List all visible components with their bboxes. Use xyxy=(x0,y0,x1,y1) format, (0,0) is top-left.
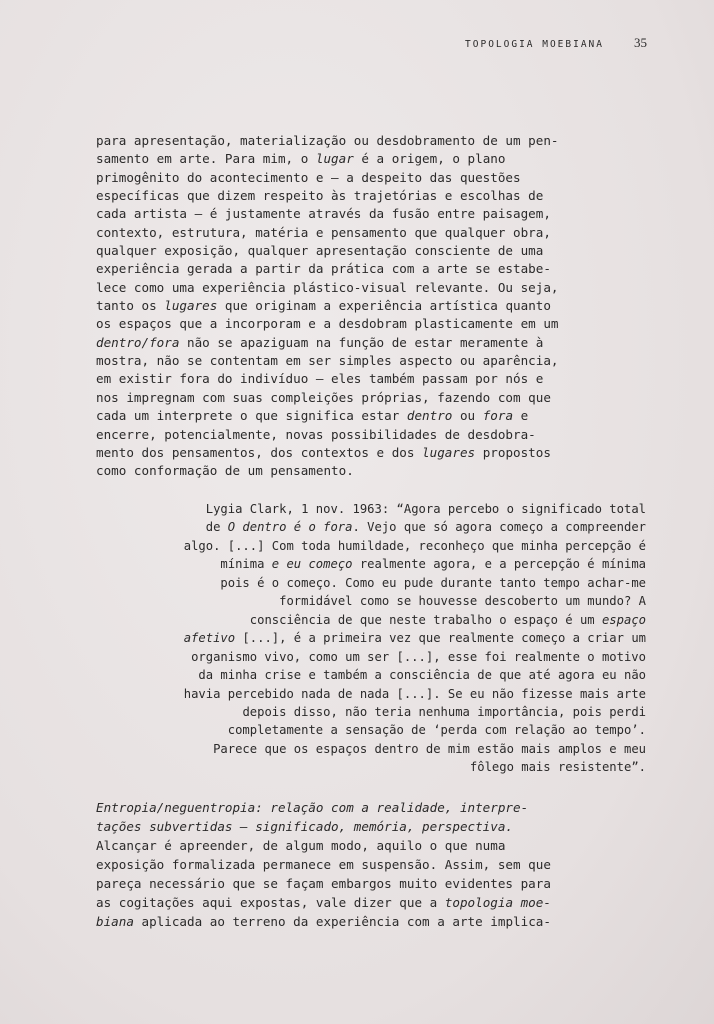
text-line xyxy=(96,279,566,297)
italic-text: Entropia/neguentropia: relação com a realidade, interpre- xyxy=(96,800,529,815)
text-segment: samento em arte. Para mim, o xyxy=(96,151,316,167)
text-line xyxy=(96,150,566,168)
italic-text: tações subvertidas – significado, memória, perspectiva. xyxy=(96,819,514,834)
text-line xyxy=(175,537,646,555)
text-segment: realmente agora, e a percepção é mínima xyxy=(352,557,646,572)
text-line xyxy=(175,500,646,518)
text-line xyxy=(175,592,646,610)
text-line xyxy=(96,242,566,260)
text-line xyxy=(175,518,646,536)
text-segment: depois disso, não teria nenhuma importância, pois perdi xyxy=(242,704,646,719)
text-segment: [...], é a primeira vez que realmente começo a criar um xyxy=(235,631,646,646)
text-line xyxy=(175,555,646,573)
italic-text: topologia moe- xyxy=(444,895,551,910)
text-segment: específicas que dizem respeito às trajetórias e escolhas de xyxy=(96,188,544,204)
text-segment: exposição formalizada permanece em suspensão. Assim, sem que xyxy=(96,857,551,872)
text-line xyxy=(175,685,646,703)
text-segment: é a origem, o plano xyxy=(353,151,506,167)
text-line xyxy=(175,740,646,758)
text-segment: para apresentação, materialização ou desdobramento de um pen- xyxy=(96,133,559,148)
text-line xyxy=(175,666,646,684)
text-segment: tanto os xyxy=(96,298,165,314)
running-title: TOPOLOGIA MOEBIANA xyxy=(465,39,604,50)
text-segment: mostra, não se contentam em ser simples aspecto ou aparência, xyxy=(96,353,559,369)
italic-text: espaço xyxy=(601,612,646,627)
text-line xyxy=(175,648,646,666)
text-segment: . Vejo que só agora começo a compreender xyxy=(352,520,646,535)
text-line xyxy=(96,334,566,352)
text-line xyxy=(96,462,566,480)
text-segment: Lygia Clark, 1 nov. 1963: “Agora percebo o significado total xyxy=(205,502,646,516)
text-segment: havia percebido nada de nada [...]. Se eu não fizesse mais arte xyxy=(183,686,646,701)
text-segment: consciência de que neste trabalho o espaço é um xyxy=(249,612,602,627)
section-paragraph xyxy=(96,798,566,931)
text-segment: que originam a experiência artística quanto xyxy=(217,298,551,314)
text-segment: encerre, potencialmente, novas possibilidades de desdobra- xyxy=(96,426,536,442)
text-line xyxy=(96,169,566,187)
text-line xyxy=(96,912,566,931)
text-line xyxy=(175,574,646,592)
text-segment: Alcançar é apreender, de algum modo, aquilo o que numa xyxy=(96,838,506,853)
text-segment: organismo vivo, como um ser [...], esse foi realmente o motivo xyxy=(191,649,646,664)
text-line xyxy=(96,836,566,855)
text-segment: experiência gerada a partir da prática com a arte se estabe- xyxy=(96,261,551,277)
text-segment: as cogitações aqui expostas, vale dizer que a xyxy=(96,895,445,910)
text-segment: fôlego mais resistente”. xyxy=(469,760,646,775)
italic-text: lugares xyxy=(422,444,476,460)
body-paragraph xyxy=(96,132,566,481)
text-segment: aplicada ao terreno da experiência com a arte implica- xyxy=(133,914,551,929)
block-quote xyxy=(175,500,646,777)
text-segment: completamente a sensação de ‘perda com relação ao tempo’. xyxy=(227,723,646,738)
text-segment: lece como uma experiência plástico-visual relevante. Ou seja, xyxy=(96,279,559,295)
text-segment: formidável como se houvesse descoberto um mundo? A xyxy=(279,594,646,609)
text-segment: qualquer exposição, qualquer apresentação consciente de uma xyxy=(96,243,544,259)
italic-text: lugares xyxy=(164,298,218,314)
text-line xyxy=(175,758,646,776)
text-line xyxy=(175,721,646,739)
text-line xyxy=(96,874,566,893)
text-segment: propostos xyxy=(475,444,551,460)
text-line xyxy=(96,187,566,205)
text-line xyxy=(96,407,566,425)
text-segment: Parece que os espaços dentro de mim estão mais amplos e meu xyxy=(213,741,646,756)
page-number: 35 xyxy=(634,35,647,50)
text-line xyxy=(96,798,566,817)
text-line xyxy=(96,260,566,278)
text-segment: em existir fora do indivíduo – eles também passam por nós e xyxy=(96,371,544,387)
text-segment: os espaços que a incorporam e a desdobram plasticamente em um xyxy=(96,316,559,332)
text-line xyxy=(96,297,566,315)
text-segment: primogênito do acontecimento e – a despeito das questões xyxy=(96,169,521,185)
text-segment: pareça necessário que se façam embargos muito evidentes para xyxy=(96,876,551,891)
text-segment: nos impregnam com suas compleições próprias, fazendo com que xyxy=(96,389,551,405)
italic-text: dentro/fora xyxy=(96,334,180,350)
text-line xyxy=(96,315,566,333)
text-line xyxy=(96,426,566,444)
italic-text: lugar xyxy=(315,151,354,167)
text-segment: como conformação de um pensamento. xyxy=(96,463,354,479)
text-segment: e xyxy=(513,408,529,424)
text-line xyxy=(96,855,566,874)
text-segment: cada artista – é justamente através da fusão entre paisagem, xyxy=(96,206,551,222)
text-segment: não se apaziguam na função de estar meramente à xyxy=(179,334,544,350)
italic-text: e eu começo xyxy=(271,557,353,572)
text-line xyxy=(96,205,566,223)
text-line xyxy=(96,389,566,407)
italic-text: biana xyxy=(96,914,134,929)
text-line xyxy=(96,370,566,388)
text-segment: ou xyxy=(452,408,483,424)
text-line xyxy=(175,629,646,647)
italic-text: dentro xyxy=(406,408,453,424)
text-segment: cada um interprete o que significa estar xyxy=(96,408,407,424)
text-segment: contexto, estrutura, matéria e pensamento que qualquer obra, xyxy=(96,224,551,240)
text-segment: pois é o começo. Como eu pude durante tanto tempo achar-me xyxy=(220,575,646,590)
text-line xyxy=(175,703,646,721)
text-segment: da minha crise e também a consciência de que até agora eu não xyxy=(198,668,646,683)
text-line xyxy=(96,224,566,242)
text-line xyxy=(96,817,566,836)
italic-text: fora xyxy=(482,408,514,424)
text-line xyxy=(96,352,566,370)
text-segment: algo. [...] Com toda humildade, reconheço que minha percepção é xyxy=(183,538,646,553)
text-segment: mínima xyxy=(220,557,272,572)
running-header xyxy=(465,35,647,51)
italic-text: O dentro é o fora xyxy=(227,520,353,535)
text-line xyxy=(175,611,646,629)
text-segment: de xyxy=(205,520,228,535)
text-line xyxy=(96,893,566,912)
text-segment: mento dos pensamentos, dos contextos e dos xyxy=(96,444,423,460)
italic-text: afetivo xyxy=(183,631,236,646)
text-line xyxy=(96,132,566,150)
text-line xyxy=(96,444,566,462)
